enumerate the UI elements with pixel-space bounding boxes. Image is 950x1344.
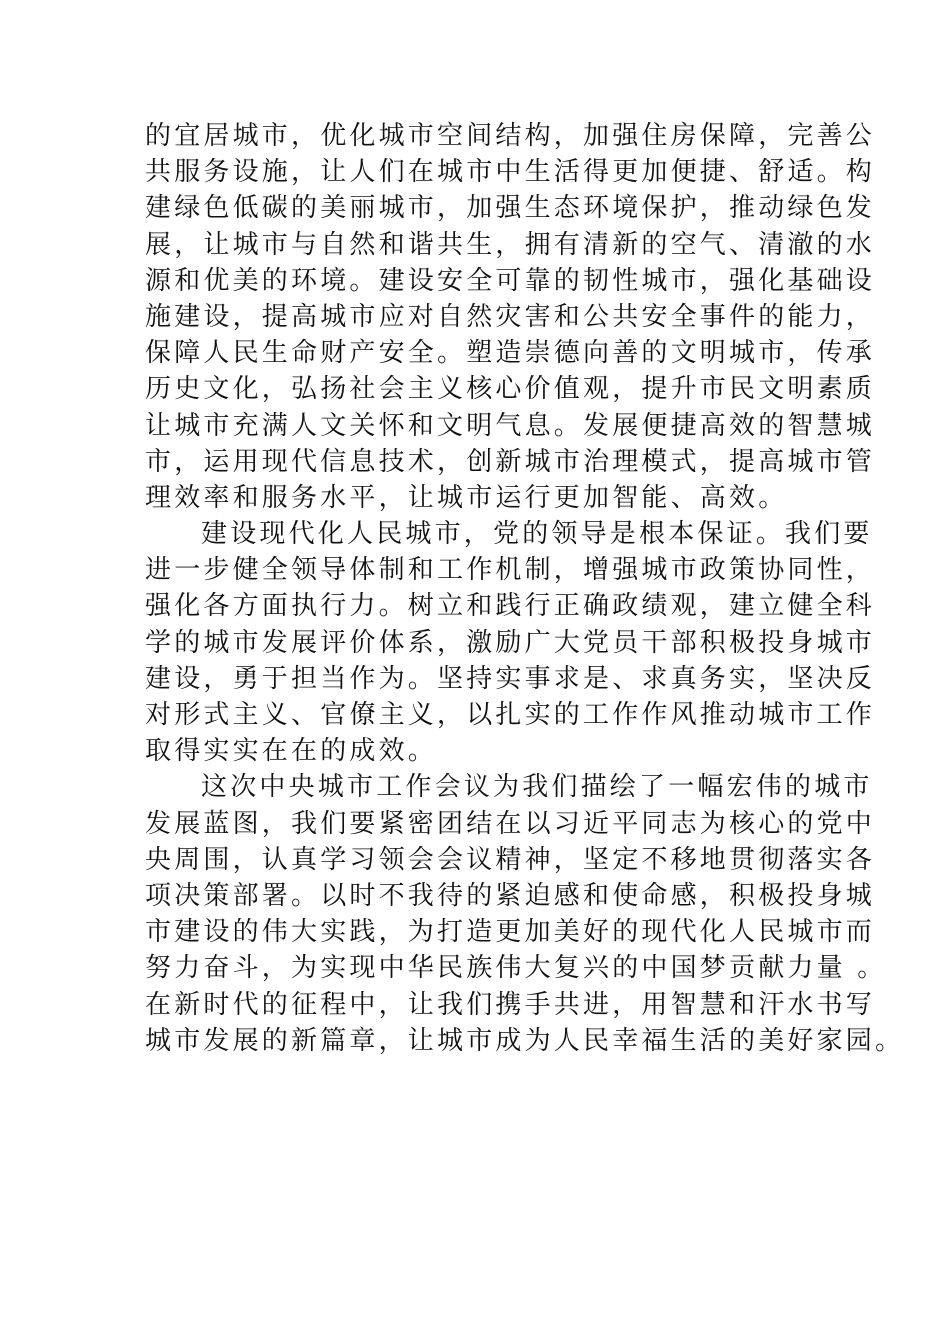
text-line: 建设，勇于担当作为。坚持实事求是、求真务实，坚决反: [145, 663, 876, 694]
text-line: 展，让城市与自然和谐共生，拥有清新的空气、清澈的水: [145, 229, 876, 260]
text-line: 强化各方面执行力。树立和践行正确政绩观，建立健全科: [145, 591, 876, 622]
text-line: 在新时代的征程中，让我们携手共进，用智慧和汗水书写: [145, 989, 876, 1020]
text-line: 源和优美的环境。建设安全可靠的韧性城市，强化基础设: [145, 265, 876, 296]
text-line: 项决策部署。以时不我待的紧迫感和使命感，积极投身城: [145, 880, 876, 911]
text-line: 让城市充满人文关怀和文明气息。发展便捷高效的智慧城: [145, 410, 876, 441]
paragraph-first-line: 建设现代化人民城市，党的领导是根本保证。我们要: [201, 519, 873, 550]
text-line: 对形式主义、官僚主义，以扎实的工作作风推动城市工作: [145, 700, 876, 730]
text-line: 市建设的伟大实践，为打造更加美好的现代化人民城市而: [145, 917, 876, 948]
text-line: 学的城市发展评价体系，激励广大党员干部积极投身城市: [145, 627, 876, 658]
text-line: 建绿色低碳的美丽城市，加强生态环境保护，推动绿色发: [145, 193, 876, 224]
body-text: [145, 118, 905, 1059]
text-line: 发展蓝图，我们要紧密团结在以习近平同志为核心的党中: [145, 808, 876, 839]
text-line: 努力奋斗，为实现中华民族伟大复兴的中国梦贡献力量 。: [145, 953, 887, 984]
text-line: 取得实实在在的成效。: [145, 736, 438, 767]
text-line: 城市发展的新篇章，让城市成为人民幸福生活的美好家园。: [145, 1025, 905, 1056]
text-line: 施建设，提高城市应对自然灾害和公共安全事件的能力，: [145, 301, 876, 332]
text-line: 央周围，认真学习领会会议精神，坚定不移地贯彻落实各: [145, 844, 876, 875]
text-line: 保障人民生命财产安全。塑造崇德向善的文明城市，传承: [145, 338, 876, 369]
paragraph-first-line: 这次中央城市工作会议为我们描绘了一幅宏伟的城市: [201, 772, 873, 803]
text-line: 共服务设施，让人们在城市中生活得更加便捷、舒适。构: [145, 157, 876, 188]
text-line: 的宜居城市，优化城市空间结构，加强住房保障，完善公: [145, 121, 876, 151]
text-line: 理效率和服务水平，让城市运行更加智能、高效。: [145, 482, 788, 513]
text-line: 进一步健全领导体制和工作机制，增强城市政策协同性，: [145, 555, 876, 586]
text-line: 市，运用现代信息技术，创新城市治理模式，提高城市管: [145, 446, 876, 477]
text-line: 历史文化，弘扬社会主义核心价值观，提升市民文明素质: [145, 374, 876, 405]
